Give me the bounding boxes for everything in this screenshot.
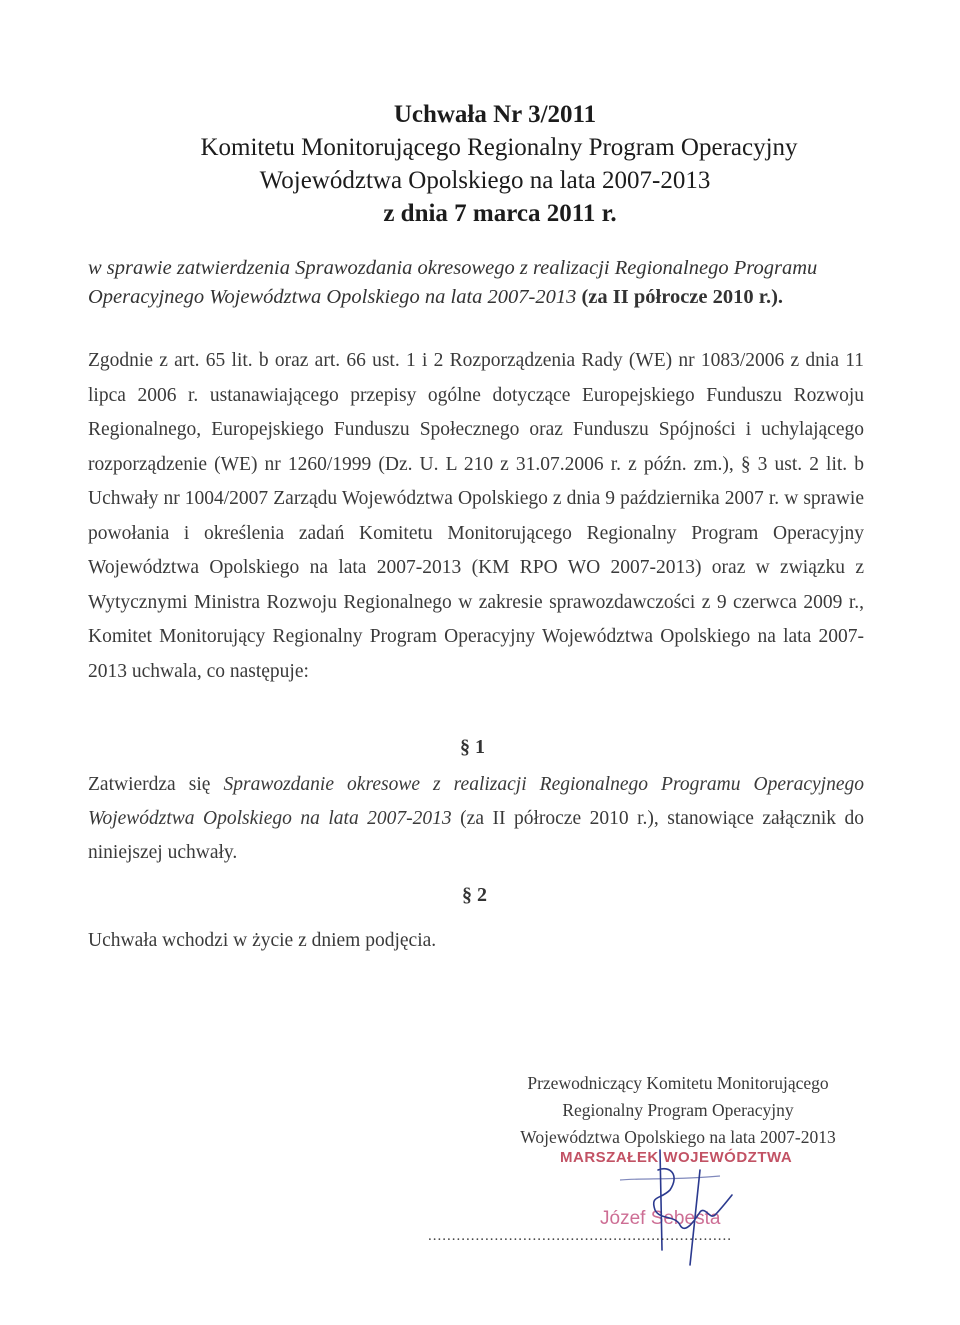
resolution-title bbox=[0, 98, 960, 230]
signature-line: ................................................................ bbox=[428, 1228, 732, 1244]
section-1-text-start: Zatwierdza się bbox=[88, 774, 224, 795]
handwritten-signature bbox=[600, 1140, 750, 1270]
subject-period: (za II półrocze 2010 r.). bbox=[576, 286, 784, 308]
official-stamp-title: MARSZAŁEK WOJEWÓDZTWA bbox=[560, 1149, 793, 1166]
official-stamp-name: Józef Sebesta bbox=[600, 1208, 721, 1229]
section-2-text: Uchwała wchodzi w życie z dniem podjęcia. bbox=[88, 930, 437, 951]
section-1-report-title: Sprawozdanie okresowe z realizacji Regionalnego Programu Operacyjnego Województwa Opolskiego na lata 2007-2013 bbox=[88, 774, 865, 829]
signatory-line-1: Przewodniczący Komitetu Monitorującego bbox=[527, 1073, 829, 1093]
title-number: Uchwała Nr 3/2011 bbox=[393, 101, 597, 128]
signatory-line-3: Województwa Opolskiego na lata 2007-2013 bbox=[520, 1127, 836, 1147]
resolution-subject bbox=[88, 254, 878, 312]
title-date: z dnia 7 marca 2011 r. bbox=[383, 200, 617, 227]
section-1-text bbox=[88, 768, 864, 870]
section-2-mark: § 2 bbox=[462, 884, 487, 906]
preamble-paragraph: Zgodnie z art. 65 lit. b oraz art. 66 ust. 1 i 2 Rozporządzenia Rady (WE) nr 1083/2006 z dnia 11 lipca 2006 r. ustanawiającego przepisy ogólne dotyczące Europejskiego Funduszu Rozwoju Regionalnego, Europejskiego Funduszu Społecznego oraz Funduszu Spójności i uchylającego rozporządzenie (WE) nr 1260/1999 (Dz. U. L 210 z 31.07.2006 r. z późn. zm.), § 3 ust. 2 lit. b Uchwały nr 1004/2007 Zarządu Województwa Opolskiego z dnia 9 października 2007 r. w sprawie powołania i określenia zadań Komitetu Monitorującego Regionalny Program Operacyjny Województwa Opolskiego na lata 2007-2013 (KM RPO WO 2007-2013) oraz w związku z Wytycznymi Ministra Rozwoju Regionalnego w zakresie sprawozdawczości z 9 czerwca 2009 r., Komitet Monitorujący Regionalny Program Operacyjny Województwa Opolskiego na lata 2007-2013 uchwala, co następuje: bbox=[88, 350, 864, 682]
title-region: Województwa Opolskiego na lata 2007-2013 bbox=[259, 167, 711, 194]
section-1-text-end: (za II półrocze 2010 r.), stanowiące załącznik do niniejszej uchwały. bbox=[88, 808, 864, 863]
title-committee: Komitetu Monitorującego Regionalny Program Operacyjny bbox=[200, 134, 798, 161]
section-1-mark: § 1 bbox=[460, 736, 485, 758]
signatory-block bbox=[498, 1070, 858, 1151]
subject-italic: w sprawie zatwierdzenia Sprawozdania okresowego z realizacji Regionalnego Programu Operacyjnego Województwa Opolskiego na lata 2007-2013 bbox=[88, 257, 818, 308]
signatory-line-2: Regionalny Program Operacyjny bbox=[562, 1100, 794, 1120]
